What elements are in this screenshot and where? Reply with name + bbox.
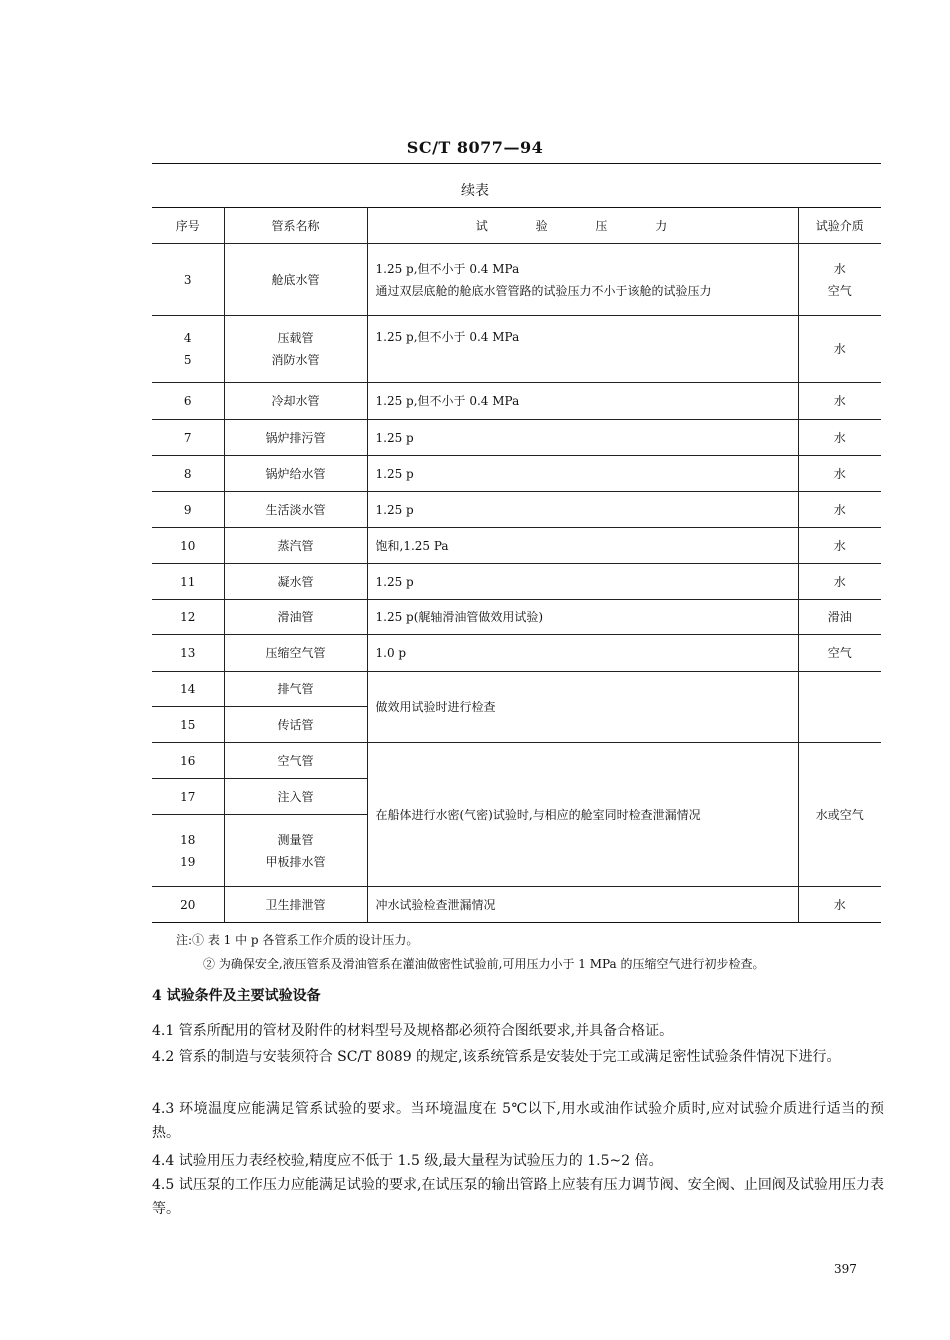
table-row: [152, 528, 881, 564]
row-medium: 水: [798, 456, 881, 492]
paragraph-4-3: 4.3 环境温度应能满足管系试验的要求。当环境温度在 5℃以下,用水或油作试验介质时,应对试验介质进行适当的预热。: [152, 1101, 884, 1141]
row-test: 1.25 p(艉轴滑油管做效用试验): [367, 600, 798, 635]
row-medium: 水: [798, 492, 881, 528]
row-name: 卫生排泄管: [224, 887, 367, 923]
group-b-medium: 水或空气: [798, 743, 881, 887]
group-a-medium: [798, 672, 881, 743]
table-row: [152, 383, 881, 420]
column-header-name: 管系名称: [224, 208, 367, 244]
table-caption: 续表: [461, 183, 489, 199]
row-no: 11: [152, 564, 224, 600]
pressure-test-table: [152, 207, 881, 923]
table-row: [152, 600, 881, 635]
row-no: 13: [152, 635, 224, 672]
table-row: [152, 244, 881, 316]
group-a-test: 做效用试验时进行检查: [367, 672, 798, 743]
row-test: 1.25 p: [367, 492, 798, 528]
row-test: 1.0 p: [367, 635, 798, 672]
row-no: 9: [152, 492, 224, 528]
table-row: [152, 492, 881, 528]
row-medium: 空气: [798, 635, 881, 672]
row-name: 空气管: [224, 743, 367, 779]
row-name: 压缩空气管: [224, 635, 367, 672]
column-header-medium: 试验介质: [798, 208, 881, 244]
row-test: 1.25 p: [367, 456, 798, 492]
table-row: [152, 672, 881, 707]
row-no: 17: [152, 779, 224, 815]
row-name: 生活淡水管: [224, 492, 367, 528]
row-no: 14: [152, 672, 224, 707]
row-no: 12: [152, 600, 224, 635]
row-test: 1.25 p,但不小于 0.4 MPa: [367, 316, 798, 383]
row-name: 压载管 消防水管: [224, 316, 367, 383]
table-row: [152, 564, 881, 600]
section-heading: 4 试验条件及主要试验设备: [152, 988, 321, 1004]
paragraph-4-1: 4.1 管系所配用的管材及附件的材料型号及规格都必须符合图纸要求,并具备合格证。: [152, 1023, 674, 1039]
row-name: 凝水管: [224, 564, 367, 600]
row-name: 锅炉排污管: [224, 420, 367, 456]
page-number: 397: [834, 1262, 857, 1276]
row-name: 蒸汽管: [224, 528, 367, 564]
row-no: 16: [152, 743, 224, 779]
column-header-no: 序号: [152, 208, 224, 244]
table-notes: [176, 928, 765, 976]
table-row: [152, 887, 881, 923]
row-name: 冷却水管: [224, 383, 367, 420]
row-name: 舱底水管: [224, 244, 367, 316]
paragraph-4-5: 4.5 试压泵的工作压力应能满足试验的要求,在试压泵的输出管路上应装有压力调节阀、安全阀、止回阀及试验用压力表等。: [152, 1177, 884, 1217]
row-medium: 滑油: [798, 600, 881, 635]
row-medium: 水: [798, 528, 881, 564]
row-no: 4 5: [152, 316, 224, 383]
table-row: [152, 635, 881, 672]
note-1: 注:① 表 1 中 p 各管系工作介质的设计压力。: [176, 933, 419, 947]
row-medium: 水 空气: [798, 244, 881, 316]
page-header-doc-code: SC/T 8077—94: [406, 138, 544, 157]
row-no: 15: [152, 707, 224, 743]
row-test: 1.25 p: [367, 420, 798, 456]
row-test: 饱和,1.25 Pa: [367, 528, 798, 564]
row-test: 冲水试验检查泄漏情况: [367, 887, 798, 923]
header-rule: [152, 163, 881, 164]
row-no: 7: [152, 420, 224, 456]
row-name: 锅炉给水管: [224, 456, 367, 492]
paragraph-4-2: 4.2 管系的制造与安装须符合 SC/T 8089 的规定,该系统管系是安装处于完工或满足密性试验条件情况下进行。: [152, 1049, 841, 1065]
paragraph-4-4: 4.4 试验用压力表经校验,精度应不低于 1.5 级,最大量程为试验压力的 1.5~2 倍。: [152, 1153, 663, 1169]
row-medium: 水: [798, 887, 881, 923]
row-name: 排气管: [224, 672, 367, 707]
row-test: 1.25 p: [367, 564, 798, 600]
column-header-test-pressure: 试 验 压 力: [367, 208, 798, 244]
row-no: 3: [152, 244, 224, 316]
row-test: 1.25 p,但不小于 0.4 MPa 通过双层底舱的舱底水管管路的试验压力不小于该舱的试验压力: [367, 244, 798, 316]
row-no: 10: [152, 528, 224, 564]
row-medium: 水: [798, 316, 881, 383]
row-test: 1.25 p,但不小于 0.4 MPa: [367, 383, 798, 420]
row-medium: 水: [798, 564, 881, 600]
row-name: 测量管 甲板排水管: [224, 815, 367, 887]
note-2: ② 为确保安全,液压管系及滑油管系在灌油做密性试验前,可用压力小于 1 MPa 的压缩空气进行初步检查。: [203, 957, 765, 971]
table-row: [152, 456, 881, 492]
table-row: [152, 316, 881, 383]
group-b-test: 在船体进行水密(气密)试验时,与相应的舱室同时检查泄漏情况: [367, 743, 798, 887]
row-medium: 水: [798, 420, 881, 456]
table-row: [152, 420, 881, 456]
row-name: 注入管: [224, 779, 367, 815]
row-name: 滑油管: [224, 600, 367, 635]
table-row: [152, 743, 881, 779]
row-no: 8: [152, 456, 224, 492]
row-no: 20: [152, 887, 224, 923]
row-name: 传话管: [224, 707, 367, 743]
row-medium: 水: [798, 383, 881, 420]
row-no: 6: [152, 383, 224, 420]
row-no: 18 19: [152, 815, 224, 887]
table-header-row: [152, 208, 881, 244]
